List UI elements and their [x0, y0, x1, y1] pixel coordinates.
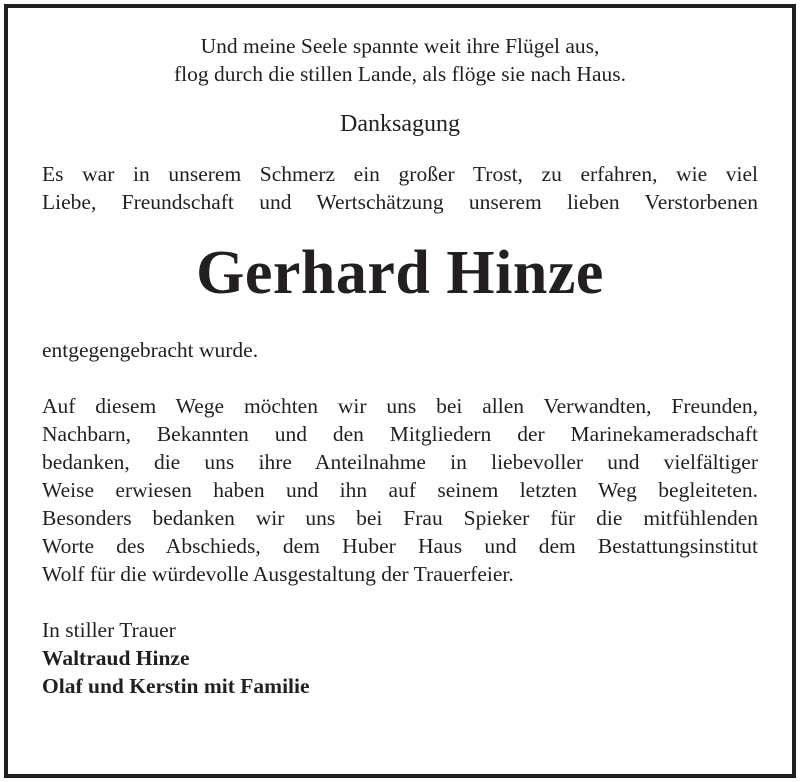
notice-content — [42, 32, 758, 700]
body-paragraph — [42, 392, 758, 588]
body-line: Auf diesem Wege möchten wir uns bei allen Verwandten, Freunden, — [42, 394, 758, 418]
body-line: Besonders bedanken wir uns bei Frau Spieker für die mitfühlenden — [42, 506, 758, 530]
body-line: Weise erwiesen haben und ihn auf seinem letzten Weg begleiteten. — [42, 478, 758, 502]
intro-line-2: Liebe, Freundschaft und Wertschätzung unserem lieben Verstorbenen — [42, 190, 758, 214]
after-name-text: entgegengebracht wurde. — [42, 338, 259, 362]
intro-line-1: Es war in unserem Schmerz ein großer Trost, zu erfahren, wie viel — [42, 162, 758, 186]
signature-intro: In stiller Trauer — [42, 618, 176, 642]
intro-paragraph — [42, 160, 758, 216]
notice-heading: Danksagung — [340, 111, 460, 137]
body-line: bedanken, die uns ihre Anteilnahme in liebevoller und vielfältiger — [42, 450, 758, 474]
body-line: Nachbarn, Bekannten und den Mitgliedern der Marinekameradschaft — [42, 422, 758, 446]
poem — [42, 32, 758, 88]
signature-block — [42, 616, 758, 700]
poem-line-2: flog durch die stillen Lande, als flöge sie nach Haus. — [174, 62, 626, 86]
poem-line-1: Und meine Seele spannte weit ihre Flügel aus, — [200, 34, 600, 58]
notice-border — [4, 4, 796, 778]
deceased-name: Gerhard Hinze — [196, 239, 604, 307]
signature-name-1: Waltraud Hinze — [42, 646, 190, 670]
signature-name-2: Olaf und Kerstin mit Familie — [42, 674, 310, 698]
body-line: Wolf für die würdevolle Ausgestaltung der Trauerfeier. — [42, 562, 514, 586]
body-line: Worte des Abschieds, dem Huber Haus und dem Bestattungsinstitut — [42, 534, 758, 558]
